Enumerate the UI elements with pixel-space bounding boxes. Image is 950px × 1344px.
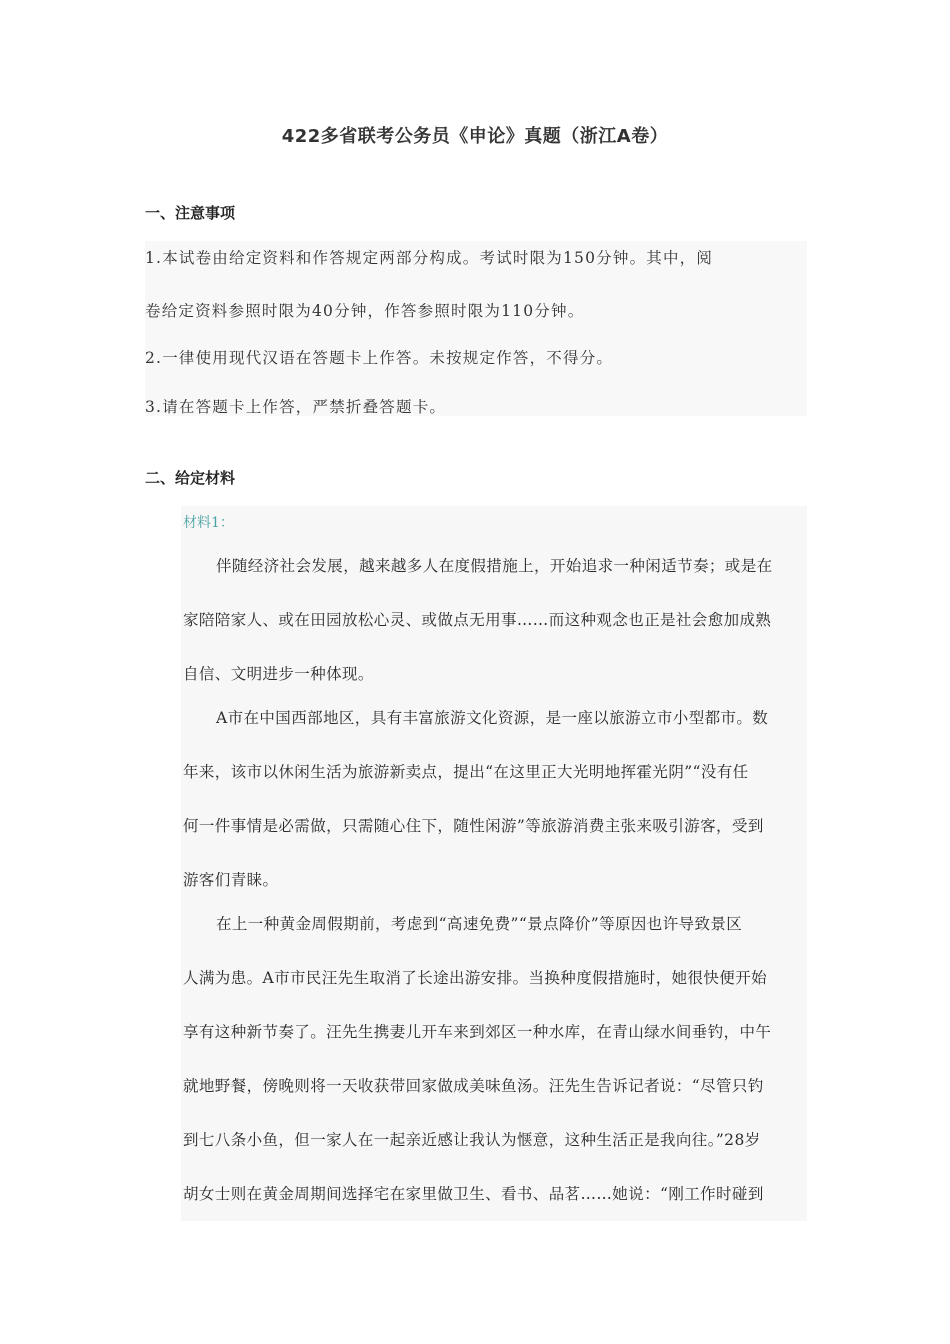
notice-line: 2.一律使用现代汉语在答题卡上作答。未按规定作答，不得分。 <box>145 349 614 367</box>
material-line: 游客们青睐。 <box>183 871 279 889</box>
material-line: 家陪陪家人、或在田园放松心灵、或做点无用事……而这种观念也正是社会愈加成熟 <box>183 611 772 629</box>
material-line: 在上一种黄金周假期前，考虑到“高速免费”“景点降价”等原因也许导致景区 <box>216 915 743 933</box>
material-line: 胡女士则在黄金周期间选择宅在家里做卫生、看书、品茗……她说：“刚工作时碰到 <box>183 1185 764 1203</box>
notice-line: 卷给定资料参照时限为40分钟，作答参照时限为110分钟。 <box>145 302 585 320</box>
material-label: 材料1： <box>183 515 234 531</box>
material-line: 享有这种新节奏了。汪先生携妻儿开车来到郊区一种水库，在青山绿水间垂钓，中午 <box>183 1023 772 1041</box>
section-heading-notice: 一、注意事项 <box>145 204 236 222</box>
section-heading-materials: 二、给定材料 <box>145 469 236 487</box>
material-line: 自信、文明进步一种体现。 <box>183 665 374 683</box>
document-title: 422多省联考公务员《申论》真题（浙江A卷） <box>281 126 669 147</box>
material-line: A市在中国西部地区，具有丰富旅游文化资源，是一座以旅游立市小型都市。数 <box>216 709 769 727</box>
material-line: 人满为患。A市市民汪先生取消了长途出游安排。当换种度假措施时，她很快便开始 <box>183 969 767 987</box>
material-line: 何一件事情是必需做，只需随心住下，随性闲游”等旅游消费主张来吸引游客，受到 <box>183 817 764 835</box>
notice-line: 1.本试卷由给定资料和作答规定两部分构成。考试时限为150分钟。其中，阅 <box>145 249 714 267</box>
material-line: 年来，该市以休闲生活为旅游新卖点，提出“在这里正大光明地挥霍光阴”“没有任 <box>183 763 749 781</box>
material-line: 就地野餐，傍晚则将一天收获带回家做成美味鱼汤。汪先生告诉记者说：“尽管只钓 <box>183 1077 764 1095</box>
notice-line: 3.请在答题卡上作答，严禁折叠答题卡。 <box>145 398 447 416</box>
material-line: 伴随经济社会发展，越来越多人在度假措施上，开始追求一种闲适节奏；或是在 <box>216 557 773 575</box>
material-line: 到七八条小鱼，但一家人在一起亲近感让我认为惬意，这种生活正是我向往。”28岁 <box>183 1131 761 1149</box>
